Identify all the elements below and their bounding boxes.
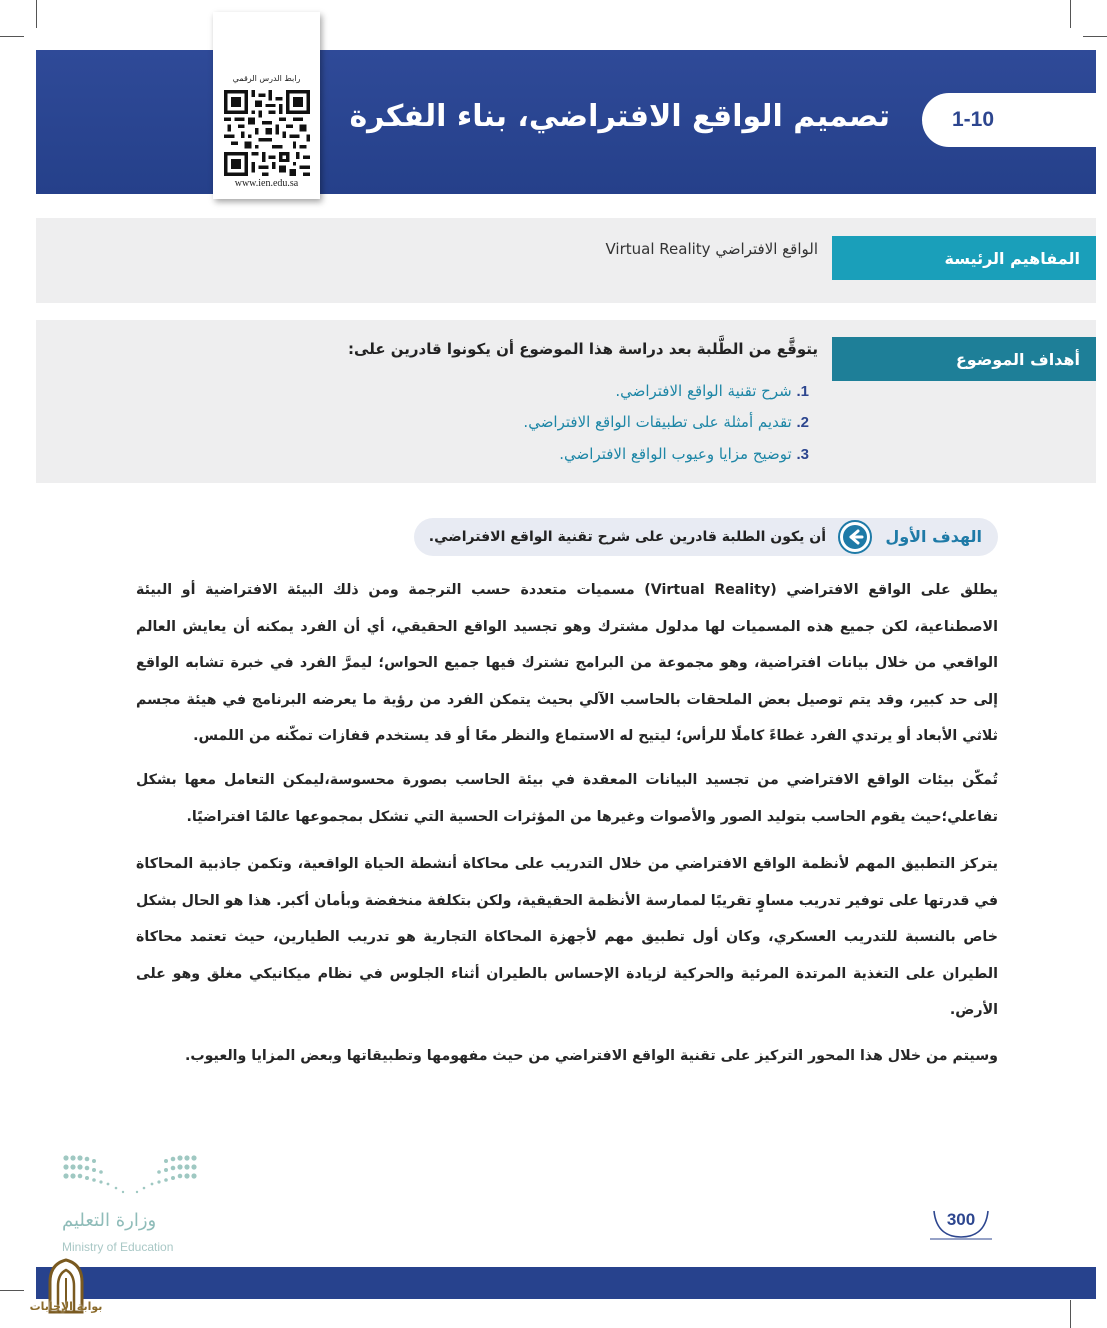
body-paragraph: تُمكّن بيئات الواقع الافتراضي من تجسيد البيانات المعقدة في بيئة الحاسب بصورة محسوسة،ليمكن التعامل معها بشكل تفاعلي؛حيث يقوم الحاسب بتوليد الصور والأصوات وغيرها من المؤثرات الحسية التي تشكل بمجموعها عالمًا افتراضيًا. [136,772,998,825]
portal-name: بوابة الإجابات [29,1300,103,1313]
arrow-left-icon [838,520,872,554]
objective-number: 2. [796,414,809,431]
concepts-label: المفاهيم الرئيسة [832,236,1096,280]
qr-site-url[interactable]: www.ien.edu.sa [234,178,299,189]
body-paragraph: يطلق على الواقع الافتراضي (Virtual Reality) مسميات متعددة حسب الترجمة ومن ذلك البيئة الافتراضية أو البيئة الاصطناعية، لكن جميع هذه المسميات لها مدلول مشترك وهو تجسيد الواقع الحقيقي، أي أن الفرد يمكنه أن يعايش العالم الواقعي من خلال بيانات افتراضية، وهو مجموعة من البرامج تشترك فيها جميع الحواس؛ ليمرَّ الفرد في خبرة تشابه الواقع إلى حد كبير، وقد يتم توصيل بعض الملحقات بالحاسب الآلي بحيث يتمكن الفرد من رؤية ما يعرضه البرنامج في هيئة مجسم ثلاثي الأبعاد أو يرتدي الفرد غطاءً كاملًا للرأس؛ ليتيح له الاستماع والنظر معًا أو قد يستخدم قفازات تمكّنه من اللمس. [136,582,998,744]
crop-mark [1070,0,1071,28]
goal-label: الهدف الأول [885,527,982,546]
objectives-intro: يتوقَّع من الطَّلبة بعد دراسة هذا الموضوع أن يكونوا قادرين على: [348,340,818,358]
crop-mark [1070,1300,1071,1328]
goal-text: أن يكون الطلبة قادرين على شرح تقنية الواقع الافتراضي. [428,529,826,545]
ministry-name-english: Ministry of Education [62,1240,174,1254]
body-paragraph: يتركز التطبيق المهم لأنظمة الواقع الافتراضي من خلال التدريب على محاكاة أنشطة الحياة الواقعية، وتكمن جاذبية المحاكاة في قدرتها على توفير تدريب مساوٍ تقريبًا لممارسة الأنظمة الحقيقية، ولكن بتكلفة منخفضة وبأمان أكبر. هذا هو الحال بشكل خاص بالنسبة للتدريب العسكري، وكان أول تطبيق مهم لأجهزة المحاكاة التجارية هو تدريب الطيارين، حيث تعتمد محاكاة الطيران على التغذية المرتدة المرئية والحركية لزيادة الإحساس بالطيران أثناء الجلوس في نظام ميكانيكي مغلق وهو على الأرض. [136,856,998,1018]
qr-code-icon[interactable] [224,90,310,176]
lesson-number: 1-10 [952,108,995,131]
objective-text: توضيح مزايا وعيوب الواقع الافتراضي. [559,445,792,463]
crop-mark [36,0,37,28]
objective-item [523,413,809,431]
qr-caption: رابط الدرس الرقمي [232,74,301,83]
objective-text: شرح تقنية الواقع الافتراضي. [615,382,792,400]
objective-text: تقديم أمثلة على تطبيقات الواقع الافتراضي. [523,413,792,431]
objective-number: 1. [796,383,809,400]
page-number: 300 [946,1210,976,1229]
qr-card[interactable] [213,12,320,199]
ministry-name-arabic: وزارة التعليم [62,1210,157,1231]
concepts-text: الواقع الافتراضي Virtual Reality [605,240,818,258]
ministry-logo-icon [60,1150,200,1198]
crop-mark [0,36,24,37]
page-title: تصميم الواقع الافتراضي، بناء الفكرة [349,99,890,134]
objective-number: 3. [796,446,809,463]
objectives-label: أهداف الموضوع [832,337,1096,381]
crop-mark [0,1290,24,1291]
objective-item [559,445,809,463]
lesson-number-tab [922,93,1097,147]
body-paragraph: وسيتم من خلال هذا المحور التركيز على تقنية الواقع الافتراضي من حيث مفهومها وتطبيقاتها وبعض المزايا والعيوب. [184,1048,998,1064]
objective-item [615,382,809,400]
footer-band [36,1267,1096,1299]
crop-mark [1083,36,1107,37]
goal-bar [414,518,998,556]
